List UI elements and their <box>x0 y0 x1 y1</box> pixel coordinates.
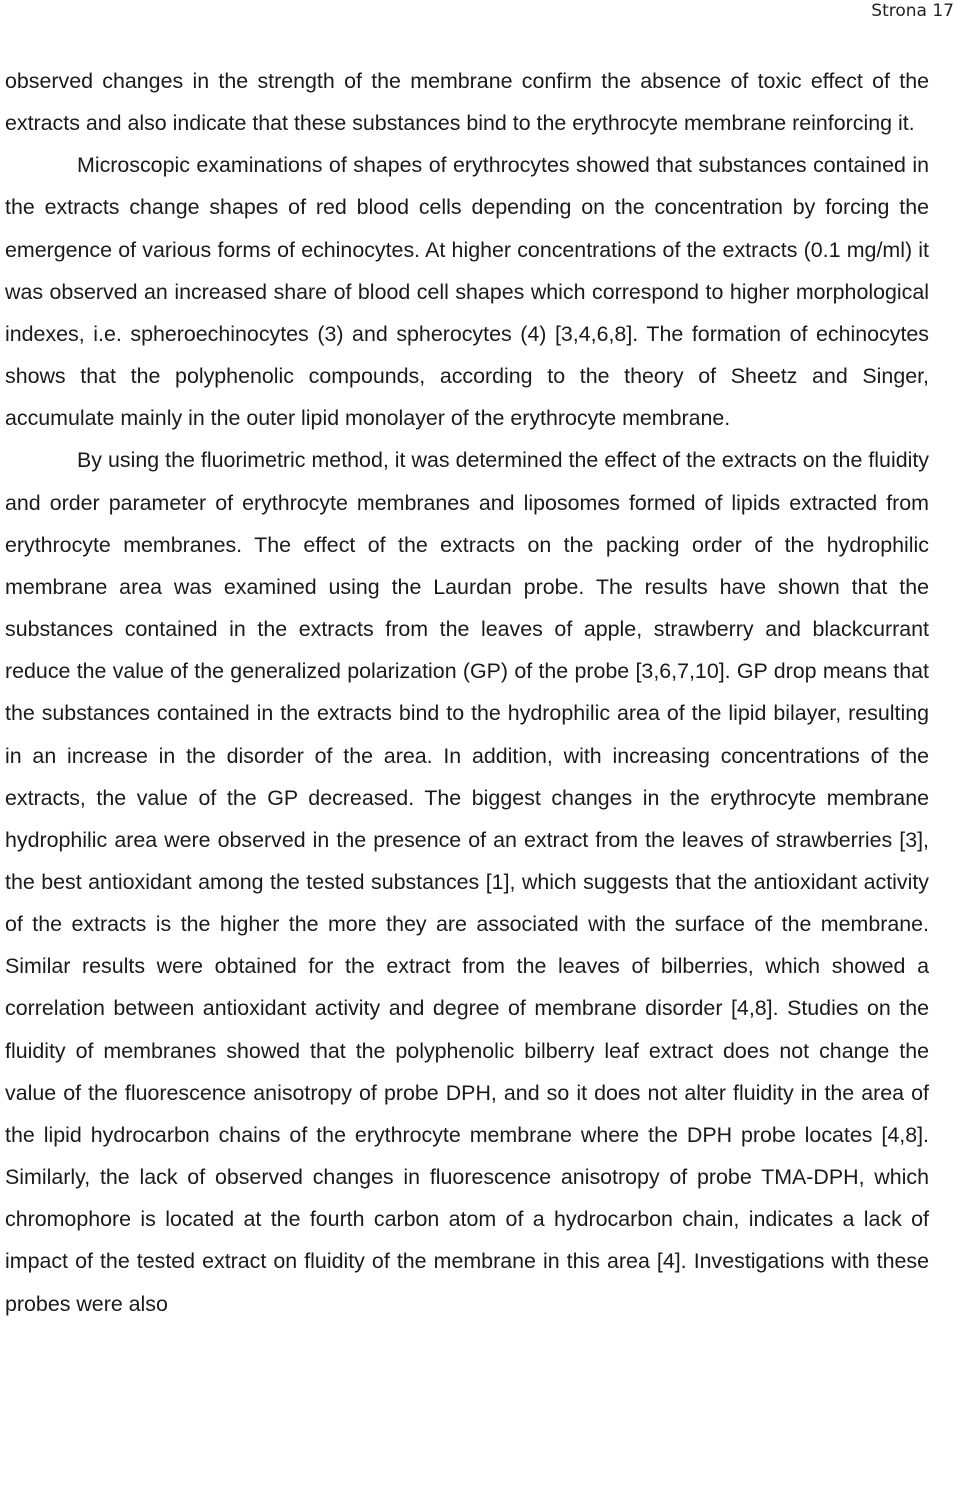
paragraph-microscopic-examinations: Microscopic examinations of shapes of erythrocytes showed that substances contained in the extracts change shapes of red blood cells depending on the concentration by forcing the emergence of various forms of echinocytes. At higher concentrations of the extracts (0.1 mg/ml) it was observed an increased share of blood cell shapes which correspond to higher morphological indexes, i.e. spheroechinocytes (3) and spherocytes (4) [3,4,6,8]. The formation of echinocytes shows that the polyphenolic compounds, according to the theory of Sheetz and Singer, accumulate mainly in the outer lipid monolayer of the erythrocyte membrane. <box>5 153 929 431</box>
paragraph-continuation: observed changes in the strength of the membrane confirm the absence of toxic effect of the extracts and also indicate that these substances bind to the erythrocyte membrane reinforcing it. <box>5 69 929 136</box>
page-number: Strona 17 <box>871 1 954 21</box>
document-body <box>5 60 929 1325</box>
paragraph-fluorimetric-method: By using the fluorimetric method, it was determined the effect of the extracts on the fluidity and order parameter of erythrocyte membranes and liposomes formed of lipids extracted from erythrocyte membranes. The effect of the extracts on the packing order of the hydrophilic membrane area was examined using the Laurdan probe. The results have shown that the substances contained in the extracts from the leaves of apple, strawberry and blackcurrant reduce the value of the generalized polarization (GP) of the probe [3,6,7,10]. GP drop means that the substances contained in the extracts bind to the hydrophilic area of the lipid bilayer, resulting in an increase in the disorder of the area. In addition, with increasing concentrations of the extracts, the value of the GP decreased. The biggest changes in the erythrocyte membrane hydrophilic area were observed in the presence of an extract from the leaves of strawberries [3], the best antioxidant among the tested substances [1], which suggests that the antioxidant activity of the extracts is the higher the more they are associated with the surface of the membrane. Similar results were obtained for the extract from the leaves of bilberries, which showed a correlation between antioxidant activity and degree of membrane disorder [4,8]. Studies on the fluidity of membranes showed that the polyphenolic bilberry leaf extract does not change the value of the fluorescence anisotropy of probe DPH, and so it does not alter fluidity in the area of the lipid hydrocarbon chains of the erythrocyte membrane where the DPH probe locates [4,8]. Similarly, the lack of observed changes in fluorescence anisotropy of probe TMA-DPH, which chromophore is located at the fourth carbon atom of a hydrocarbon chain, indicates a lack of impact of the tested extract on fluidity of the membrane in this area [4]. Investigations with these probes were also <box>5 448 929 1316</box>
